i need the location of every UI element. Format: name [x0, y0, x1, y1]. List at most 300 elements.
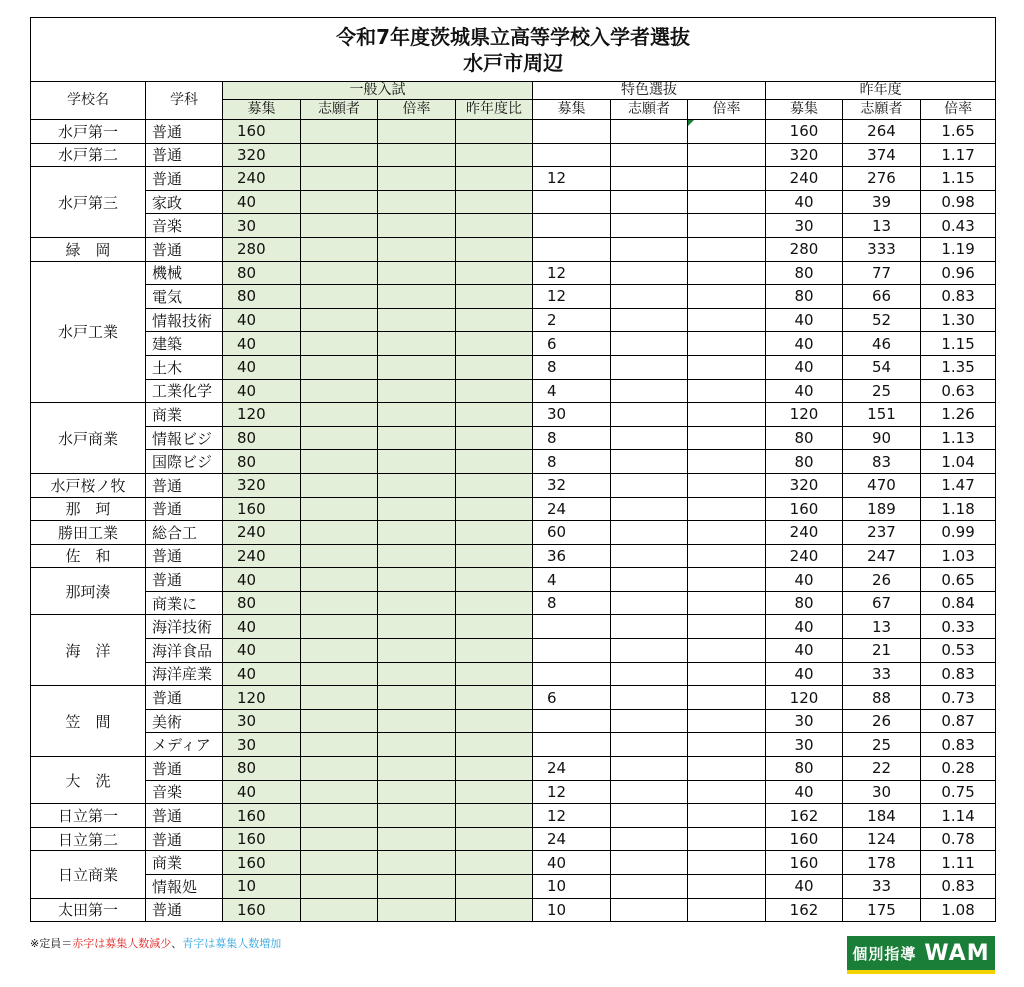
school-name: 那 珂 — [31, 497, 146, 521]
special-quota: 6 — [533, 686, 611, 710]
special-applicants — [611, 426, 688, 450]
special-quota: 24 — [533, 757, 611, 781]
general-yoy — [456, 261, 533, 285]
school-name: 水戸第三 — [31, 167, 146, 238]
prev-ratio: 1.47 — [921, 473, 996, 497]
school-header: 学校名 — [31, 82, 146, 120]
general-quota: 40 — [223, 662, 301, 686]
special-ratio — [688, 639, 766, 663]
course-name: 普通 — [146, 120, 223, 144]
general-applicants — [301, 875, 378, 899]
general-ratio — [378, 120, 456, 144]
special-ratio — [688, 285, 766, 309]
special-ratio — [688, 851, 766, 875]
enrollment-table — [30, 17, 996, 922]
special-quota: 24 — [533, 827, 611, 851]
special-applicants — [611, 591, 688, 615]
general-ratio — [378, 285, 456, 309]
general-ratio — [378, 780, 456, 804]
special-quota — [533, 214, 611, 238]
special-quota: 24 — [533, 497, 611, 521]
prev-applicants: 178 — [843, 851, 921, 875]
table-row — [31, 214, 996, 238]
table-row — [31, 709, 996, 733]
general-ratio — [378, 591, 456, 615]
table-row — [31, 568, 996, 592]
school-name: 太田第一 — [31, 898, 146, 922]
footnote — [30, 935, 281, 951]
course-name: 情報技術 — [146, 308, 223, 332]
special-ratio — [688, 190, 766, 214]
special-quota: 60 — [533, 521, 611, 545]
school-name: 佐 和 — [31, 544, 146, 568]
enrollment-sheet — [30, 17, 995, 922]
course-name: 家政 — [146, 190, 223, 214]
special-ratio — [688, 662, 766, 686]
general-applicants — [301, 261, 378, 285]
special-quota: 6 — [533, 332, 611, 356]
course-name: 普通 — [146, 757, 223, 781]
course-name: 商業に — [146, 591, 223, 615]
col-header: 募集 — [533, 100, 611, 120]
general-ratio — [378, 827, 456, 851]
general-yoy — [456, 757, 533, 781]
prev-applicants: 21 — [843, 639, 921, 663]
general-yoy — [456, 686, 533, 710]
prev-quota: 40 — [766, 568, 843, 592]
special-quota — [533, 143, 611, 167]
special-ratio — [688, 591, 766, 615]
prev-quota: 40 — [766, 662, 843, 686]
prev-applicants: 264 — [843, 120, 921, 144]
special-quota: 12 — [533, 167, 611, 191]
special-applicants — [611, 757, 688, 781]
general-yoy — [456, 804, 533, 828]
general-yoy — [456, 308, 533, 332]
general-quota: 120 — [223, 403, 301, 427]
prev-ratio: 1.26 — [921, 403, 996, 427]
table-row — [31, 898, 996, 922]
general-quota: 30 — [223, 733, 301, 757]
special-ratio — [688, 237, 766, 261]
general-ratio — [378, 426, 456, 450]
special-quota: 8 — [533, 426, 611, 450]
prev-quota: 240 — [766, 544, 843, 568]
prev-applicants: 52 — [843, 308, 921, 332]
prev-applicants: 88 — [843, 686, 921, 710]
general-ratio — [378, 143, 456, 167]
prev-ratio: 1.19 — [921, 237, 996, 261]
special-applicants — [611, 308, 688, 332]
general-quota: 160 — [223, 804, 301, 828]
general-quota: 320 — [223, 473, 301, 497]
table-row — [31, 875, 996, 899]
col-header: 志願者 — [843, 100, 921, 120]
course-name: 建築 — [146, 332, 223, 356]
special-applicants — [611, 450, 688, 474]
prev-ratio: 0.83 — [921, 875, 996, 899]
course-name: 海洋食品 — [146, 639, 223, 663]
school-name: 水戸工業 — [31, 261, 146, 403]
special-quota: 12 — [533, 285, 611, 309]
general-ratio — [378, 261, 456, 285]
prev-quota: 80 — [766, 261, 843, 285]
special-applicants — [611, 568, 688, 592]
table-row — [31, 591, 996, 615]
prev-ratio: 0.28 — [921, 757, 996, 781]
prev-ratio: 1.15 — [921, 332, 996, 356]
note-sep: 、 — [171, 937, 183, 950]
course-name: 普通 — [146, 686, 223, 710]
general-ratio — [378, 639, 456, 663]
general-applicants — [301, 591, 378, 615]
title-line1: 令和7年度茨城県立高等学校入学者選抜 — [336, 24, 691, 49]
col-header: 志願者 — [611, 100, 688, 120]
prev-quota: 40 — [766, 875, 843, 899]
title-row — [31, 18, 996, 82]
prev-quota: 40 — [766, 615, 843, 639]
prev-quota: 240 — [766, 167, 843, 191]
title-line2: 水戸市周辺 — [463, 50, 564, 75]
general-quota: 120 — [223, 686, 301, 710]
course-name: メディア — [146, 733, 223, 757]
special-applicants — [611, 332, 688, 356]
prev-applicants: 470 — [843, 473, 921, 497]
prev-ratio: 0.63 — [921, 379, 996, 403]
special-ratio — [688, 780, 766, 804]
school-name: 水戸第二 — [31, 143, 146, 167]
prev-quota: 162 — [766, 804, 843, 828]
special-applicants — [611, 662, 688, 686]
special-applicants — [611, 497, 688, 521]
general-quota: 40 — [223, 615, 301, 639]
table-row — [31, 379, 996, 403]
table-row — [31, 426, 996, 450]
general-quota: 240 — [223, 167, 301, 191]
prev-quota: 240 — [766, 521, 843, 545]
course-name: 美術 — [146, 709, 223, 733]
prev-applicants: 276 — [843, 167, 921, 191]
general-quota: 40 — [223, 308, 301, 332]
prev-quota: 162 — [766, 898, 843, 922]
course-name: 普通 — [146, 568, 223, 592]
general-applicants — [301, 190, 378, 214]
special-ratio — [688, 143, 766, 167]
special-applicants — [611, 639, 688, 663]
general-yoy — [456, 827, 533, 851]
general-applicants — [301, 827, 378, 851]
col-header: 倍率 — [378, 100, 456, 120]
table-row — [31, 615, 996, 639]
note-red: 赤字は募集人数減少 — [72, 937, 172, 950]
course-name: 海洋技術 — [146, 615, 223, 639]
special-applicants — [611, 261, 688, 285]
prev-quota: 160 — [766, 120, 843, 144]
general-yoy — [456, 639, 533, 663]
prev-applicants: 54 — [843, 355, 921, 379]
col-header: 昨年度比 — [456, 100, 533, 120]
general-quota: 40 — [223, 190, 301, 214]
general-quota: 280 — [223, 237, 301, 261]
special-ratio — [688, 355, 766, 379]
prev-quota: 30 — [766, 709, 843, 733]
prev-ratio: 1.11 — [921, 851, 996, 875]
prev-quota: 30 — [766, 214, 843, 238]
prev-applicants: 46 — [843, 332, 921, 356]
special-applicants — [611, 167, 688, 191]
special-ratio — [688, 379, 766, 403]
general-yoy — [456, 497, 533, 521]
general-quota: 40 — [223, 639, 301, 663]
special-quota: 4 — [533, 379, 611, 403]
prev-applicants: 22 — [843, 757, 921, 781]
special-applicants — [611, 686, 688, 710]
note-blue: 青字は募集人数増加 — [182, 937, 282, 950]
general-applicants — [301, 615, 378, 639]
prev-quota: 40 — [766, 308, 843, 332]
prev-ratio: 0.83 — [921, 285, 996, 309]
course-name: 普通 — [146, 237, 223, 261]
prev-applicants: 90 — [843, 426, 921, 450]
general-ratio — [378, 355, 456, 379]
general-applicants — [301, 544, 378, 568]
general-quota: 320 — [223, 143, 301, 167]
table-row — [31, 450, 996, 474]
prev-applicants: 333 — [843, 237, 921, 261]
special-quota: 30 — [533, 403, 611, 427]
special-applicants — [611, 898, 688, 922]
table-row — [31, 403, 996, 427]
special-applicants — [611, 285, 688, 309]
prev-quota: 30 — [766, 733, 843, 757]
general-applicants — [301, 450, 378, 474]
special-applicants — [611, 780, 688, 804]
general-applicants — [301, 851, 378, 875]
note-prefix: ※定員＝ — [30, 937, 73, 950]
general-applicants — [301, 308, 378, 332]
general-ratio — [378, 615, 456, 639]
general-applicants — [301, 709, 378, 733]
table-body — [31, 120, 996, 922]
school-name: 水戸第一 — [31, 120, 146, 144]
special-applicants — [611, 521, 688, 545]
prev-applicants: 374 — [843, 143, 921, 167]
special-ratio — [688, 804, 766, 828]
prev-ratio: 1.17 — [921, 143, 996, 167]
special-quota: 40 — [533, 851, 611, 875]
table-row — [31, 757, 996, 781]
general-applicants — [301, 686, 378, 710]
col-header: 倍率 — [688, 100, 766, 120]
prev-ratio: 1.08 — [921, 898, 996, 922]
general-applicants — [301, 379, 378, 403]
special-quota: 2 — [533, 308, 611, 332]
general-yoy — [456, 332, 533, 356]
prev-ratio: 1.18 — [921, 497, 996, 521]
table-row — [31, 261, 996, 285]
special-applicants — [611, 851, 688, 875]
general-applicants — [301, 214, 378, 238]
table-row — [31, 804, 996, 828]
prev-applicants: 83 — [843, 450, 921, 474]
table-row — [31, 120, 996, 144]
prev-ratio: 0.75 — [921, 780, 996, 804]
school-name: 海 洋 — [31, 615, 146, 686]
prev-quota: 320 — [766, 473, 843, 497]
prev-ratio: 0.65 — [921, 568, 996, 592]
prev-applicants: 175 — [843, 898, 921, 922]
general-ratio — [378, 686, 456, 710]
prev-ratio: 0.99 — [921, 521, 996, 545]
general-applicants — [301, 497, 378, 521]
table-row — [31, 733, 996, 757]
general-ratio — [378, 497, 456, 521]
general-applicants — [301, 285, 378, 309]
prev-applicants: 237 — [843, 521, 921, 545]
general-quota: 40 — [223, 355, 301, 379]
school-name: 那珂湊 — [31, 568, 146, 615]
school-name: 水戸桜ノ牧 — [31, 473, 146, 497]
course-name: 普通 — [146, 827, 223, 851]
course-name: 普通 — [146, 544, 223, 568]
general-ratio — [378, 733, 456, 757]
general-applicants — [301, 120, 378, 144]
wam-logo — [847, 936, 995, 974]
special-ratio — [688, 521, 766, 545]
special-quota: 10 — [533, 898, 611, 922]
special-quota — [533, 120, 611, 144]
table-row — [31, 851, 996, 875]
prev-ratio: 0.87 — [921, 709, 996, 733]
course-name: 普通 — [146, 143, 223, 167]
general-yoy — [456, 214, 533, 238]
prev-quota: 280 — [766, 237, 843, 261]
col-header: 募集 — [766, 100, 843, 120]
table-row — [31, 827, 996, 851]
general-yoy — [456, 851, 533, 875]
general-applicants — [301, 355, 378, 379]
general-ratio — [378, 473, 456, 497]
special-quota — [533, 662, 611, 686]
general-yoy — [456, 355, 533, 379]
school-name: 日立第二 — [31, 827, 146, 851]
general-quota: 40 — [223, 332, 301, 356]
general-yoy — [456, 473, 533, 497]
table-row — [31, 686, 996, 710]
course-name: 普通 — [146, 473, 223, 497]
table-row — [31, 544, 996, 568]
general-applicants — [301, 403, 378, 427]
general-quota: 80 — [223, 591, 301, 615]
prev-ratio: 1.03 — [921, 544, 996, 568]
prev-ratio: 0.78 — [921, 827, 996, 851]
special-applicants — [611, 544, 688, 568]
course-name: 音楽 — [146, 780, 223, 804]
prev-applicants: 67 — [843, 591, 921, 615]
general-ratio — [378, 403, 456, 427]
course-name: 工業化学 — [146, 379, 223, 403]
school-name: 緑 岡 — [31, 237, 146, 261]
prev-applicants: 30 — [843, 780, 921, 804]
general-ratio — [378, 662, 456, 686]
prev-applicants: 13 — [843, 214, 921, 238]
prev-quota: 80 — [766, 450, 843, 474]
general-ratio — [378, 898, 456, 922]
table-row — [31, 662, 996, 686]
special-quota: 8 — [533, 355, 611, 379]
special-quota: 10 — [533, 875, 611, 899]
general-ratio — [378, 544, 456, 568]
prev-ratio: 0.33 — [921, 615, 996, 639]
general-ratio — [378, 709, 456, 733]
general-quota: 40 — [223, 780, 301, 804]
col-header: 倍率 — [921, 100, 996, 120]
special-ratio — [688, 167, 766, 191]
general-ratio — [378, 851, 456, 875]
general-ratio — [378, 875, 456, 899]
prev-applicants: 33 — [843, 875, 921, 899]
course-name: 商業 — [146, 403, 223, 427]
table-row — [31, 473, 996, 497]
special-quota — [533, 190, 611, 214]
general-ratio — [378, 190, 456, 214]
general-applicants — [301, 639, 378, 663]
table-row — [31, 497, 996, 521]
general-quota: 30 — [223, 214, 301, 238]
special-ratio — [688, 898, 766, 922]
general-ratio — [378, 568, 456, 592]
prev-applicants: 66 — [843, 285, 921, 309]
school-name: 勝田工業 — [31, 521, 146, 545]
general-quota: 160 — [223, 497, 301, 521]
general-applicants — [301, 521, 378, 545]
prev-quota: 120 — [766, 686, 843, 710]
prev-header: 昨年度 — [766, 82, 996, 100]
general-applicants — [301, 733, 378, 757]
general-ratio — [378, 450, 456, 474]
general-yoy — [456, 662, 533, 686]
logo-brand: WAM — [924, 940, 990, 966]
special-ratio — [688, 568, 766, 592]
course-name: 普通 — [146, 804, 223, 828]
general-ratio — [378, 332, 456, 356]
prev-quota: 80 — [766, 591, 843, 615]
prev-ratio: 1.04 — [921, 450, 996, 474]
general-yoy — [456, 568, 533, 592]
general-yoy — [456, 544, 533, 568]
course-name: 音楽 — [146, 214, 223, 238]
general-quota: 160 — [223, 898, 301, 922]
prev-ratio: 0.53 — [921, 639, 996, 663]
course-header: 学科 — [146, 82, 223, 120]
prev-ratio: 0.98 — [921, 190, 996, 214]
special-ratio — [688, 544, 766, 568]
general-quota: 160 — [223, 851, 301, 875]
general-yoy — [456, 450, 533, 474]
prev-applicants: 189 — [843, 497, 921, 521]
general-ratio — [378, 757, 456, 781]
general-yoy — [456, 733, 533, 757]
prev-applicants: 124 — [843, 827, 921, 851]
prev-quota: 80 — [766, 757, 843, 781]
general-applicants — [301, 804, 378, 828]
special-quota — [533, 733, 611, 757]
table-row — [31, 308, 996, 332]
prev-ratio: 0.96 — [921, 261, 996, 285]
general-yoy — [456, 615, 533, 639]
general-yoy — [456, 898, 533, 922]
general-yoy — [456, 237, 533, 261]
